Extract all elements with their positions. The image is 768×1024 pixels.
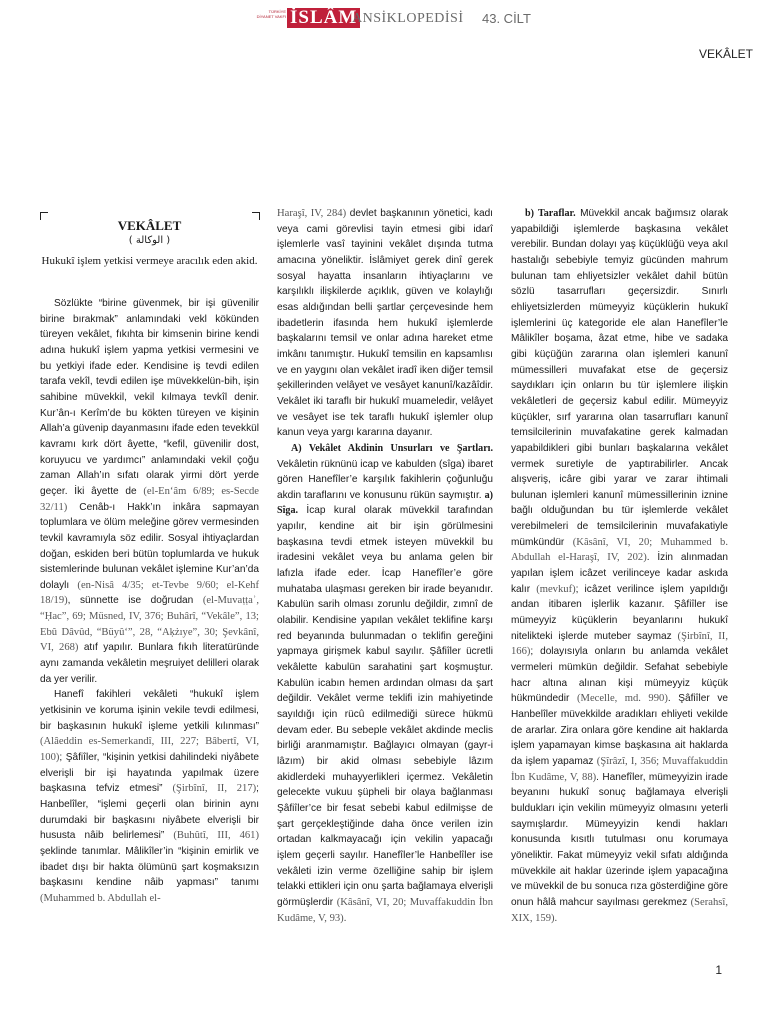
logo-encyclopedia-word: ANSİKLOPEDİSİ [352,11,464,26]
entry-subtitle: Hukukî işlem yetkisi vermeye aracılık eden akid. [41,255,258,267]
column-1-body [40,296,259,907]
volume-label: 43. CİLT [482,11,531,26]
paragraph: Hanefî fakihleri vekâleti “hukukî işlem yetkisinin ve koruma işinin vekile tevdi edilmesi, bir başkasının hukukî işleme yetkili kılınması” (Alâeddin es-Semerkandî, III, 227; Bâbertî, VI, 100); Şâfiîler, “kişinin yetkisi dahilindeki niyâbete elverişli bir işi hayatında yapılmak üzere başkasına tefviz etmesi” (Şirbînî, II, 217); Hanbelîler, “işlemi geçerli olan birinin aynı durumdaki bir başkasını niyâbete elverişli bir hususta nâib belirlemesi” (Buhûtî, III, 461) şeklinde tanımlar. Mâlikîler’in “kişinin emirlik ve ibadet dışı bir hakta ölümünü şart koşmaksızın başkasını kendine nâib yapması” tanımı (Muhammed b. Abdullah el- [40,689,259,904]
entry-title: VEKÂLET [117,218,182,233]
logo-islam: İSLÂM [287,8,360,28]
paragraph: b) Taraflar. Müvekkil ancak bağımsız olarak yapabildiği işlemlerde başkasına vekâlet verebilir. Bundan dolayı yaş küçüklüğü veya akıl hastalığı sebebiyle temyiz gücünden mahrum bulunan tam ehliyetsizler vekâlet dahil bütün sözlü tasarrufları geçersizdir. Sınırlı ehliyetsizlerden mümeyyiz küçüklerin hukukî işlemlerini üç kategoride ele alan Hanefîler’le Mâlikîler boşama, âzat etme, hibe ve sadaka gibi küçüğün zararına olan işlemleri kanunî mümessilleri muvafakat etse de geçersiz saydıkları için onların bu tür işlemlere ilişkin vekâletleri de geçersiz kabul edilir. Mümeyyiz küçükler, sırf yararına olan tasarrufları kanunî temsilcilerinin muvafakatine gerek kalmadan yapabildikleri gibi bunları başkalarına vekâlet vermek suretiyle de yaptırabilirler. Ancak alışveriş, icâre gibi yarar ve zarar ihtimali bulunan işlemleri kanunî mümessillerinin iznine bağlı olduğundan bu tür işlemlerde vekâlet verebilmeleri de temsilcilerinin muvafakatiyle mümkündür (Kâsânî, VI, 20; Muhammed b. Abdullah el-Haraşî, IV, 202). İzin alınmadan yapılan işlem icâzet verilinceye kadar askıda kalır (mevkuf); icâzet verilince işlem yapıldığı andan itibaren işlerlik kazanır. Şâfiîler ise mümeyyiz küçüklerin beyanlarını hukukî nitelikteki işlerde muteber saymaz (Şirbînî, II, 166); dolayısıyla onların bu anlamda vekâlet vermeleri mümkün değildir. Sefahat sebebiyle hacr altına alınan kişi mümeyyiz küçük hükmündedir (Mecelle, md. 990). Şâfiîler ve Hanbelîler müvekkilde aradıkları ehliyeti vekilde de ararlar. Zira onlara göre kendine ait haklarda işlem yapamayan kimse başkasına ait haklarda da işlem yapamaz (Şîrâzî, I, 356; Muvaffakuddin İbn Kudâme, V, 88). Hanefîler, mümeyyizin irade beyanını hukukî sonuç bağlamaya elverişli buldukları için vekilin mümeyyiz olmasını yeterli saymışlardır. Mümeyyizin kendi hakları konusunda kısıtlı tutulması onu korumaya yöneliktir. Fakat mümeyyiz vekil sıfatı aldığında müvekkile ait haklar üzerinde işlem yapacağına ve müvekkil de bu sonuca rıza gösterdiğine göre onun hâlâ mahcur sayılması gerekmez (Serahsî, XIX, 159). [511,208,728,924]
text-column-2 [277,206,493,926]
section-heading: A) Vekâlet Akdinin Unsurları ve Şartları. [291,442,493,454]
paragraph: Haraşî, IV, 284) devlet başkanının yönetici, kadı veya cami görevlisi tayin etmesi gibi idarî işlemlerle vasî tayinini vekâlet dışında tutma amacına yöneliktir. İslâmiyet gerek dinî gerek sosyal hayatta insanların ihtiyaçlarını ve karşılıklı ilişkilerde açıklık, güven ve kolaylığı esas aldığından belli şartlar çerçevesinde hem ibadetlerin ifasında hem hukukî işlemlerde başkalarını temsil ve onlar adına hareket etme imkânı tanımıştır. Hukukî temsilin en kapsamlısı ve en yaygını olan vekâlet iradî iken diğer temsil şekillerinden velâyet ve vesâyet kanunî/kazâîdir. Vekâlet iki taraflı bir hukukî muameledir, velâyet ve vesâyet ise tek taraflı hukukî işlemler olup kanun veya yargı kararına dayanır. [277,208,493,439]
paragraph: Sözlükte “birine güvenmek, bir işi güvenilir birine bırakmak” anlamındaki vekl kökünden türeyen vekâlet, fıkıhta bir kimsenin birine kendi adına hukukî işlem yapma yetkisi vermesini ve bu yetkiyi ifade eder. Kendisine iş tevdi edilen tarafa vekîl, tevdi edilen işe müvekkelün-bih, işin sahibine müvekkil, vekil kılmaya tevkîl denir. Kur’ân-ı Kerîm’de bu kökten türeyen ve kişinin Allah’a güvenip dayanmasını ifade eden tevekkül kavramı kırk dört âyette, “kefil, güvenilir dost, koruyucu ve yardımcı” anlamındaki vekil çoğu zaman Allah’ın sıfatı olarak yirmi dört yerde geçer. İki âyette de (el-En‘âm 6/89; es-Secde 32/11) Cenâb-ı Hakk’ın inkâra sapmayan toplumlara ve ölüm meleğine görev vermesinden tevkil kavramıyla söz edilir. Sosyal ihtiyaçlardan doğan, eskiden beri bütün toplumlarda ve hukuk sistemlerinde bulunan vekâlet işlemine Kur’an’da dolaylı (en-Nisâ 4/35; et-Tevbe 9/60; el-Kehf 18/19), sünnette ise doğrudan (el-Muvaṭṭaʾ, “Ḥac”, 69; Müsned, IV, 376; Buhârî, “Vekâle”, 13; Ebû Dâvûd, “Büyû‘”, 28, “Aḳżıye”, 30; Şevkânî, VI, 268) atıf yapılır. Bunlara fıkıh literatüründe aynı zamanda vekâletin meşruiyet delilleri olarak da yer verilir. [40,298,259,685]
page-number: 1 [715,963,722,977]
text-column-3 [511,206,728,926]
page-header [0,8,768,30]
paragraph: A) Vekâlet Akdinin Unsurları ve Şartları. Vekâletin rüknünü icap ve kabulden (sîga) ibaret gören Hanefîler’e karşılık fakihlerin çoğunluğu akdin taraflarını ve konusunu rükün saymıştır. a) Sîga. İcap kural olarak müvekkil tarafından yapılır, kendine ait bir işin görülmesini başkasına tevdi etmek isteyen müvekkil bu iradesini vekâlet veya bu anlama gelen bir lafızla ifade eder. İcap Hanefîler’e göre muhataba ulaşması gereken bir irade beyanıdır. Kabulün sarih olması zorunlu değildir, zımnî de olabilir. Kendisine yapılan vekâlet teklifine karşı red beyanında bulunmadan o teklifin gereğini yapmaya girişmek kabul sayılır. Şâfiîler ücretli vekâlette kabulün sarahatini şart koşmuştur. Kabulün icabın hemen ardından olması da şart değildir. Vekâlet verme teklifi izin mahiyetinde sayıldığı için rücû edilmediği sürece hükmü devam eder. Bu sebeple vekâlet akdinde meclis birliği aranmamıştır. Bağlayıcı olmayan (gayr-i lâzım) bir akid olması sebebiyle lâzım akidlerdeki muhayyerlikleri içermez. Vekâletin gelecekte vukuu şüpheli bir olaya bağlanması Şâfiîler’ce bir fesat sebebi kabul edilmişse de şart gerçekleştiğinde daha önce verilen izin ortadan kalkmayacağı için vekilin yapacağı işlem geçerli sayılır. Hanefîler’le Hanbelîler ise vekâleti izin verme özelliğine sahip bir işlem telakki ettikleri için onu şarta bağlamaya elverişli görmüşlerdir (Kâsânî, VI, 20; Muvaffakuddin İbn Kudâme, V, 93). [277,442,493,924]
subsection-heading: b) Taraflar. [525,208,576,219]
running-head: VEKÂLET [698,47,753,61]
entry-arabic-title: ( الوكالة ) [128,235,171,246]
logo-publisher-text: TÜRKİYE DİYANET VAKFI [256,9,286,19]
subsection-heading: a) Sîga. [277,489,493,517]
